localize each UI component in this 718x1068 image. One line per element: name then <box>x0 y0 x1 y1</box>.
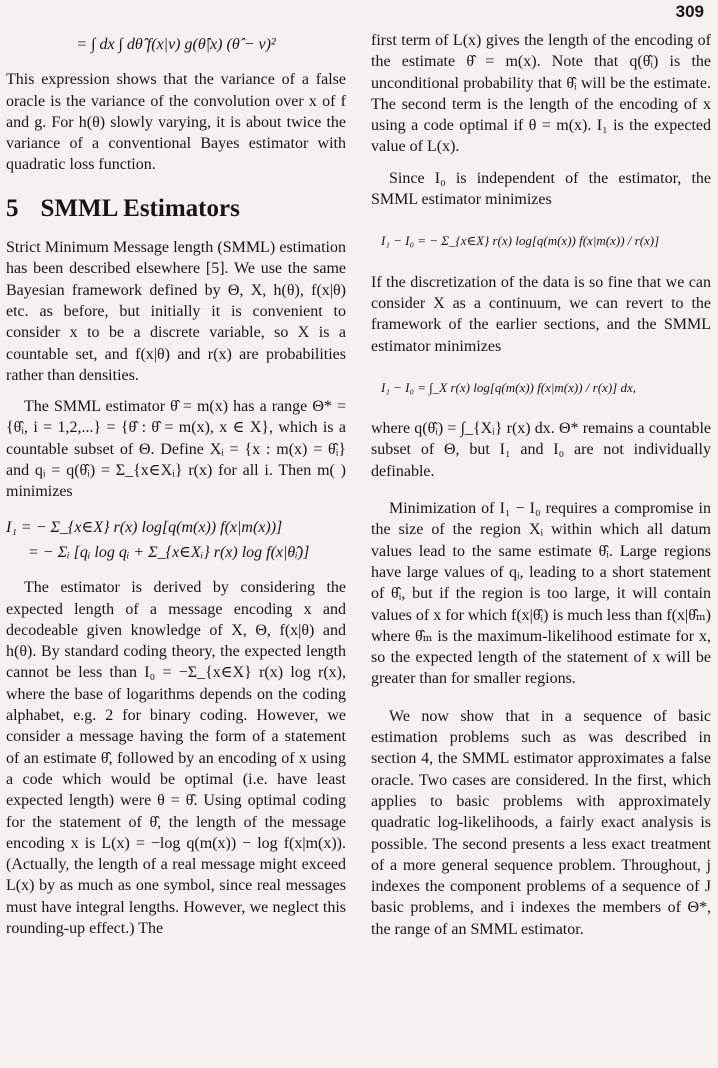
page-number: 309 <box>675 2 704 21</box>
section-number: 5 <box>6 194 19 222</box>
variance-paragraph: This expression shows that the variance of a false oracle is the variance of the convolution over x of f and g. For h(θ) slowly varying, it is about twice the variance of a conventional Bayes estimator with quadratic loss function. <box>6 71 346 174</box>
right-column <box>371 30 711 940</box>
continuum-paragraph: If the discretization of the data is so fine that we can consider X as a continuum, we can revert to the framework of the earlier sections, and the SMML estimator minimizes <box>371 273 711 355</box>
smml-intro-paragraph: Strict Minimum Message length (SMML) estimation has been described elsewhere [5]. We use the same Bayesian framework defined by Θ, X, h(θ), f(x|θ) etc. as before, but initially it is convenient to consider x to be a discrete variable, so X is a countable set, and f(x|θ) and r(x) are probabilities rather than densities. <box>6 239 346 384</box>
section-title: SMML Estimators <box>40 194 240 222</box>
i1-equation-line2: = − Σᵢ [qᵢ log qᵢ + Σ_{x∈Xᵢ} r(x) log f(x|θ̂ᵢ)] <box>28 543 310 561</box>
smml-estimator-paragraph: The SMML estimator θ̂ = m(x) has a range Θ* = {θ̂ᵢ, i = 1,2,...} = {θ̂ : θ̂ = m(x), x ∈ X}, which is a countable subset of Θ. Define Xᵢ = {x : m(x) = θ̂ᵢ} and qᵢ = q(θ̂ᵢ) = Σ_{x∈Xᵢ} r(x) for all i. Then m( ) minimizes <box>6 398 346 501</box>
continuous-equation: I₁ − I₀ = ∫_X r(x) log[q(m(x)) f(x|m(x)) / r(x)] dx, <box>381 379 636 395</box>
variance-equation: = ∫ dx ∫ dθ̂ f(x|v) g(θ̂|x) (θ̂ − v)² <box>76 36 276 53</box>
left-column <box>6 30 346 939</box>
minimization-paragraph: Minimization of I₁ − I₀ requires a compromise in the size of the region Xᵢ within which all datum values lead to the same estimate θ̂ᵢ. Large regions have large values of qᵢ, leading to a short statement of θ̂ᵢ, but if the region is too large, it will contain values of x for which f(x|θ̂ᵢ) is much less than f(x|θ̂ₘ) where θ̂ₘ is the maximum-likelihood estimate for x, so the expected length of the statement of x will be greater than for smaller regions. <box>371 500 711 688</box>
independent-paragraph: Since I₀ is independent of the estimator, the SMML estimator minimizes <box>371 169 711 209</box>
derivation-paragraph: The estimator is derived by considering the expected length of a message encoding x and decodeable given knowledge of X, Θ, f(x|θ) and h(θ). By standard coding theory, the expected length cannot be less than I₀ = −Σ_{x∈X} r(x) log r(x), where the base of logarithms depends on the coding alphabet, e.g. 2 for binary coding. However, we consider a message having the form of a statement of an estimate θ̂, followed by an encoding of x using a code which would be optimal (i.e. have least expected length) were θ = θ̂. Using optimal coding for the statement of θ̂, the length of the message encoding x is L(x) = −log q(m(x)) − log f(x|m(x)). (Actually, the length of a real message might exceed L(x) by as much as one symbol, since real messages must have integral lengths. However, we neglect this rounding-up effect.) The <box>6 579 346 937</box>
where-paragraph: where q(θ̂ᵢ) = ∫_{Xᵢ} r(x) dx. Θ* remains a countable subset of Θ, but I₁ and I₀ are not individually definable. <box>371 420 711 480</box>
i1-equation-line1: I₁ = − Σ_{x∈X} r(x) log[q(m(x)) f(x|m(x))] <box>6 518 283 536</box>
first-term-paragraph: first term of L(x) gives the length of the encoding of the estimate θ̂ = m(x). Note that q(θ̂ᵢ) is the unconditional probability that θ̂ᵢ will be the estimate. The second term is the length of the encoding of x using a code optimal if θ = m(x). I₁ is the expected value of L(x). <box>371 32 711 156</box>
discrete-equation: I₁ − I₀ = − Σ_{x∈X} r(x) log[q(m(x)) f(x|m(x)) / r(x)] <box>381 233 660 249</box>
section-heading <box>6 194 346 222</box>
now-show-paragraph: We now show that in a sequence of basic estimation problems such as was described in section 4, the SMML estimator approximates a false oracle. Two cases are considered. In the first, which applies to basic problems with approximately quadratic log-likelihoods, a fairly exact analysis is possible. The second presents a less exact treatment of a more general sequence problem. Throughout, j indexes the component problems of a sequence of J basic problems, and i indexes the members of Θ*, the range of an SMML estimator. <box>371 707 711 938</box>
